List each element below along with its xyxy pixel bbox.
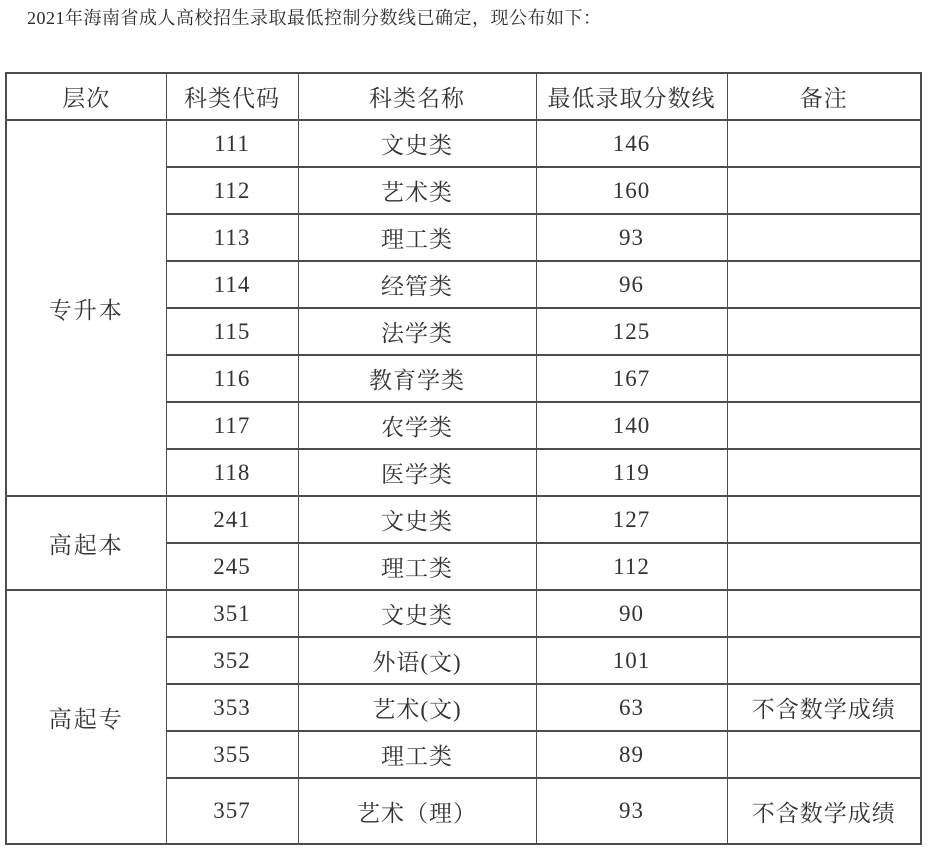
score-cell: 112 — [536, 543, 727, 590]
name-cell: 艺术类 — [298, 167, 536, 214]
column-header-note: 备注 — [727, 73, 921, 120]
code-cell: 245 — [166, 543, 298, 590]
score-cell: 125 — [536, 308, 727, 355]
document-title: 2021年海南省成人高校招生录取最低控制分数线已确定，现公布如下： — [27, 8, 602, 28]
code-cell: 355 — [166, 731, 298, 778]
name-cell: 医学类 — [298, 449, 536, 496]
level-cell: 高起本 — [6, 496, 166, 590]
score-cell: 96 — [536, 261, 727, 308]
name-cell: 教育学类 — [298, 355, 536, 402]
note-cell: 不含数学成绩 — [727, 684, 921, 731]
code-cell: 351 — [166, 590, 298, 637]
code-cell: 241 — [166, 496, 298, 543]
note-cell — [727, 449, 921, 496]
table-header — [6, 73, 921, 120]
name-cell: 文史类 — [298, 120, 536, 167]
score-cell: 119 — [536, 449, 727, 496]
score-cell: 140 — [536, 402, 727, 449]
name-cell: 文史类 — [298, 590, 536, 637]
note-cell — [727, 355, 921, 402]
note-cell — [727, 261, 921, 308]
column-header-name: 科类名称 — [298, 73, 536, 120]
score-cell: 93 — [536, 214, 727, 261]
table-body — [6, 120, 921, 844]
note-cell — [727, 590, 921, 637]
note-cell — [727, 637, 921, 684]
code-cell: 111 — [166, 120, 298, 167]
code-cell: 352 — [166, 637, 298, 684]
code-cell: 113 — [166, 214, 298, 261]
score-cell: 167 — [536, 355, 727, 402]
name-cell: 经管类 — [298, 261, 536, 308]
column-header-level: 层次 — [6, 73, 166, 120]
level-cell: 专升本 — [6, 120, 166, 496]
code-cell: 114 — [166, 261, 298, 308]
name-cell: 农学类 — [298, 402, 536, 449]
table-row — [6, 496, 921, 543]
name-cell: 法学类 — [298, 308, 536, 355]
table-row — [6, 120, 921, 167]
name-cell: 理工类 — [298, 543, 536, 590]
name-cell: 理工类 — [298, 731, 536, 778]
code-cell: 115 — [166, 308, 298, 355]
note-cell — [727, 120, 921, 167]
score-table — [5, 72, 922, 845]
note-cell — [727, 496, 921, 543]
code-cell: 112 — [166, 167, 298, 214]
name-cell: 艺术（理） — [298, 778, 536, 844]
code-cell: 357 — [166, 778, 298, 844]
note-cell — [727, 543, 921, 590]
note-cell: 不含数学成绩 — [727, 778, 921, 844]
header-row — [6, 73, 921, 120]
note-cell — [727, 402, 921, 449]
table-row — [6, 590, 921, 637]
level-cell: 高起专 — [6, 590, 166, 844]
score-cell: 127 — [536, 496, 727, 543]
score-cell: 146 — [536, 120, 727, 167]
code-cell: 353 — [166, 684, 298, 731]
note-cell — [727, 731, 921, 778]
score-cell: 89 — [536, 731, 727, 778]
code-cell: 117 — [166, 402, 298, 449]
note-cell — [727, 308, 921, 355]
score-cell: 101 — [536, 637, 727, 684]
name-cell: 外语(文) — [298, 637, 536, 684]
score-cell: 90 — [536, 590, 727, 637]
code-cell: 116 — [166, 355, 298, 402]
score-cell: 63 — [536, 684, 727, 731]
code-cell: 118 — [166, 449, 298, 496]
name-cell: 理工类 — [298, 214, 536, 261]
column-header-score: 最低录取分数线 — [536, 73, 727, 120]
note-cell — [727, 214, 921, 261]
column-header-code: 科类代码 — [166, 73, 298, 120]
note-cell — [727, 167, 921, 214]
score-cell: 93 — [536, 778, 727, 844]
name-cell: 文史类 — [298, 496, 536, 543]
name-cell: 艺术(文) — [298, 684, 536, 731]
score-cell: 160 — [536, 167, 727, 214]
